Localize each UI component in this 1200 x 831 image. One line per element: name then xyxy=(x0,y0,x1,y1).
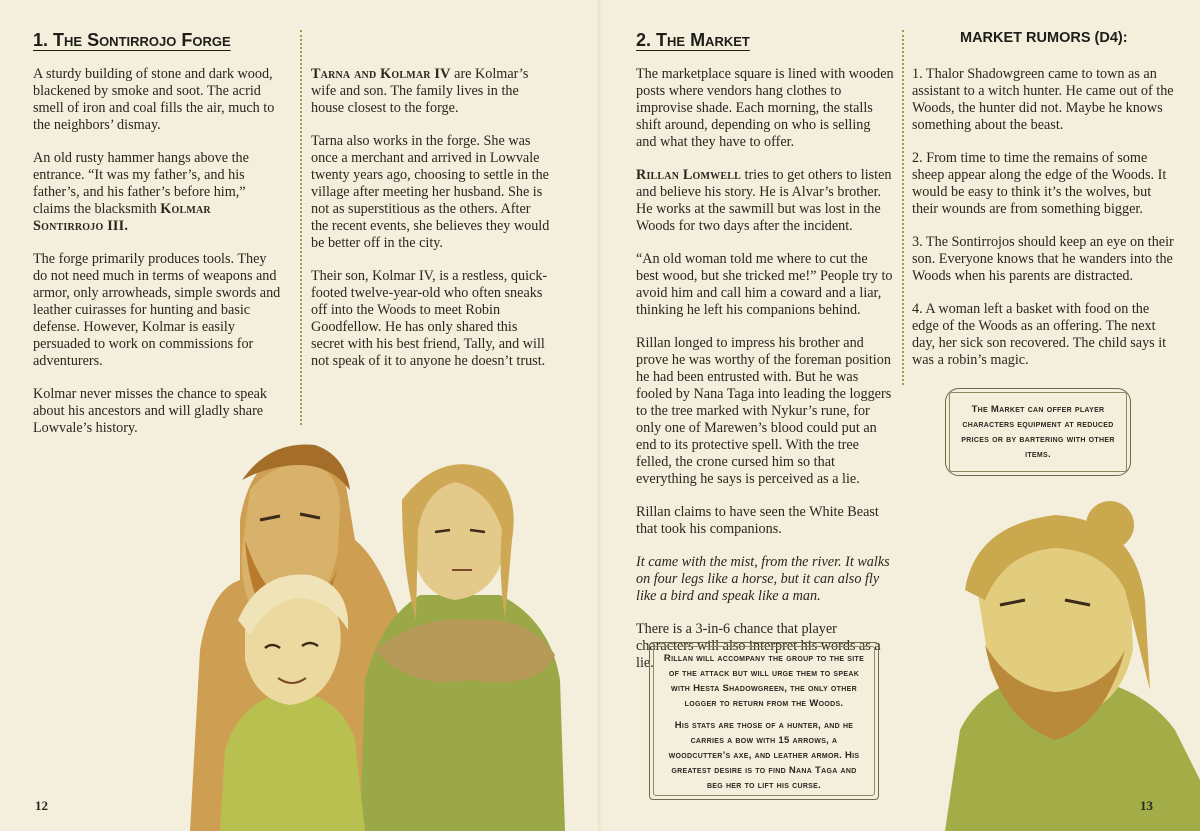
market-heading: 2. The Market xyxy=(636,30,750,50)
blacksmith-name: Kolmar Sontirrojo III. xyxy=(33,201,211,234)
forge-column-1 xyxy=(33,66,283,453)
tarna-figure xyxy=(360,464,565,831)
rumors-heading: MARKET RUMORS (D4): xyxy=(960,30,1128,46)
sontirrojo-family-illustration xyxy=(180,420,600,831)
market-paragraph-6-quote: It came with the mist, from the river. It walks on four legs like a horse, but it can also fly like a bird and speak like a man. xyxy=(636,554,890,604)
forge-paragraph-3: The forge primarily produces tools. They do not need much in terms of weapons and armor, only arrowheads, simple swords and leather cuirasses for hunting and basic defense. However, Kolmar is easily persuaded to work on commissions for adventurers. xyxy=(33,251,281,369)
rumor-4: 4. A woman left a basket with food on the edge of the Woods as an offering. The next day, her sick son recovered. The child says it was a robin’s magic. xyxy=(912,301,1167,368)
forge-paragraph-4: Kolmar never misses the chance to speak about his ancestors and will gladly share Lowvale’s history. xyxy=(33,386,268,436)
family-paragraph-1-text: are Kolmar’s wife and son. The family lives in the house closest to the forge. xyxy=(311,66,529,116)
page-number-right: 13 xyxy=(1140,798,1153,813)
market-paragraph-3: “An old woman told me where to cut the best wood, but she tricked me!” People try to avoid him and call him a coward and a liar, thinking he left his companions behind. xyxy=(636,251,893,318)
family-paragraph-2: Tarna also works in the forge. She was once a merchant and arrived in Lowvale twenty years ago, choosing to settle in the village after meeting her husband. She is not as superstitious as the others. After the recent events, she believes they would be better off in the city. xyxy=(311,133,550,251)
thalor-illustration xyxy=(905,480,1200,831)
family-paragraph-3: Their son, Kolmar IV, is a restless, quick-footed twelve-year-old who often sneaks off into the Woods to meet Robin Goodfellow. He has only shared this secret with his best friend, Tally, and will not speak of it to anyone he doesn’t trust. xyxy=(311,268,548,369)
rillan-sidebar-box xyxy=(649,642,879,800)
market-paragraph-2-text: tries to get others to listen and believe his story. He is Alvar’s brother. He works at the sawmill but was lost in the Woods for two days after the incident. xyxy=(636,167,892,234)
market-paragraph-1: The marketplace square is lined with wooden posts where vendors hang clothes to improvise shade. Each morning, the stalls shift around, depending on who is selling and what they have to offer. xyxy=(636,66,894,150)
forge-heading: 1. The Sontirrojo Forge xyxy=(33,30,231,50)
rillan-box-paragraph-1: Rillan will accompany the group to the site of the attack but will urge them to speak with Hesta Shadowgreen, the only other logger to return from the Woods. xyxy=(663,653,865,709)
market-offer-text: The Market can offer player characters equipment at reduced prices or by bartering with other items. xyxy=(961,404,1115,460)
rumor-1: 1. Thalor Shadowgreen came to town as an assistant to a witch hunter. He came out of the Woods, the hunter did not. Maybe he knows something about the beast. xyxy=(912,66,1174,133)
rumor-2: 2. From time to time the remains of some sheep appear along the edge of the Woods. It would be easy to think it’s the wolves, but their wounds are from something bigger. xyxy=(912,150,1167,217)
forge-paragraph-2 xyxy=(33,150,283,235)
market-paragraph-7: There is a 3-in-6 chance that player characters will also interpret his words as a lie. xyxy=(636,621,881,671)
forge-paragraph-2-text: An old rusty hammer hangs above the entrance. “It was my father’s, and his father’s, and his father’s before him,” claims the blacksmith xyxy=(33,150,249,217)
column-divider-left xyxy=(300,30,302,425)
forge-paragraph-1: A sturdy building of stone and dark wood, blackened by smoke and soot. The acrid smell of iron and coal fills the air, much to the neighbors’ dismay. xyxy=(33,66,275,133)
market-paragraph-5: Rillan claims to have seen the White Beast that took his companions. xyxy=(636,504,879,537)
rillan-box-paragraph-2: His stats are those of a hunter, and he carries a bow with 15 arrows, a woodcutter’s axe, and leather armor. His greatest desire is to find Nana Taga and beg her to lift his curse. xyxy=(668,720,860,791)
family-paragraph-1 xyxy=(311,66,551,117)
thalor-figure xyxy=(945,501,1200,831)
market-offer-box xyxy=(945,388,1131,476)
forge-column-2 xyxy=(311,66,551,386)
rillan-name: Rillan Lomwell xyxy=(636,167,741,183)
family-names: Tarna and Kolmar IV xyxy=(311,66,451,82)
rumor-3: 3. The Sontirrojos should keep an eye on their son. Everyone knows that he wanders into the Woods when his parents are distracted. xyxy=(912,234,1174,284)
rumors-column xyxy=(912,66,1174,385)
market-paragraph-4: Rillan longed to impress his brother and prove he was worthy of the foreman position he had been entrusted with. But he was fooled by Nana Taga into leading the loggers to the tree marked with Nykur’s rune, for only one of Marewen’s blood could put an end to its protective spell. With the tree felled, the crone cursed him so that everything he says is perceived as a lie. xyxy=(636,335,892,487)
column-divider-right xyxy=(902,30,904,385)
market-paragraph-2 xyxy=(636,167,894,235)
market-column-1 xyxy=(636,66,894,688)
page-number-left: 12 xyxy=(35,798,48,813)
